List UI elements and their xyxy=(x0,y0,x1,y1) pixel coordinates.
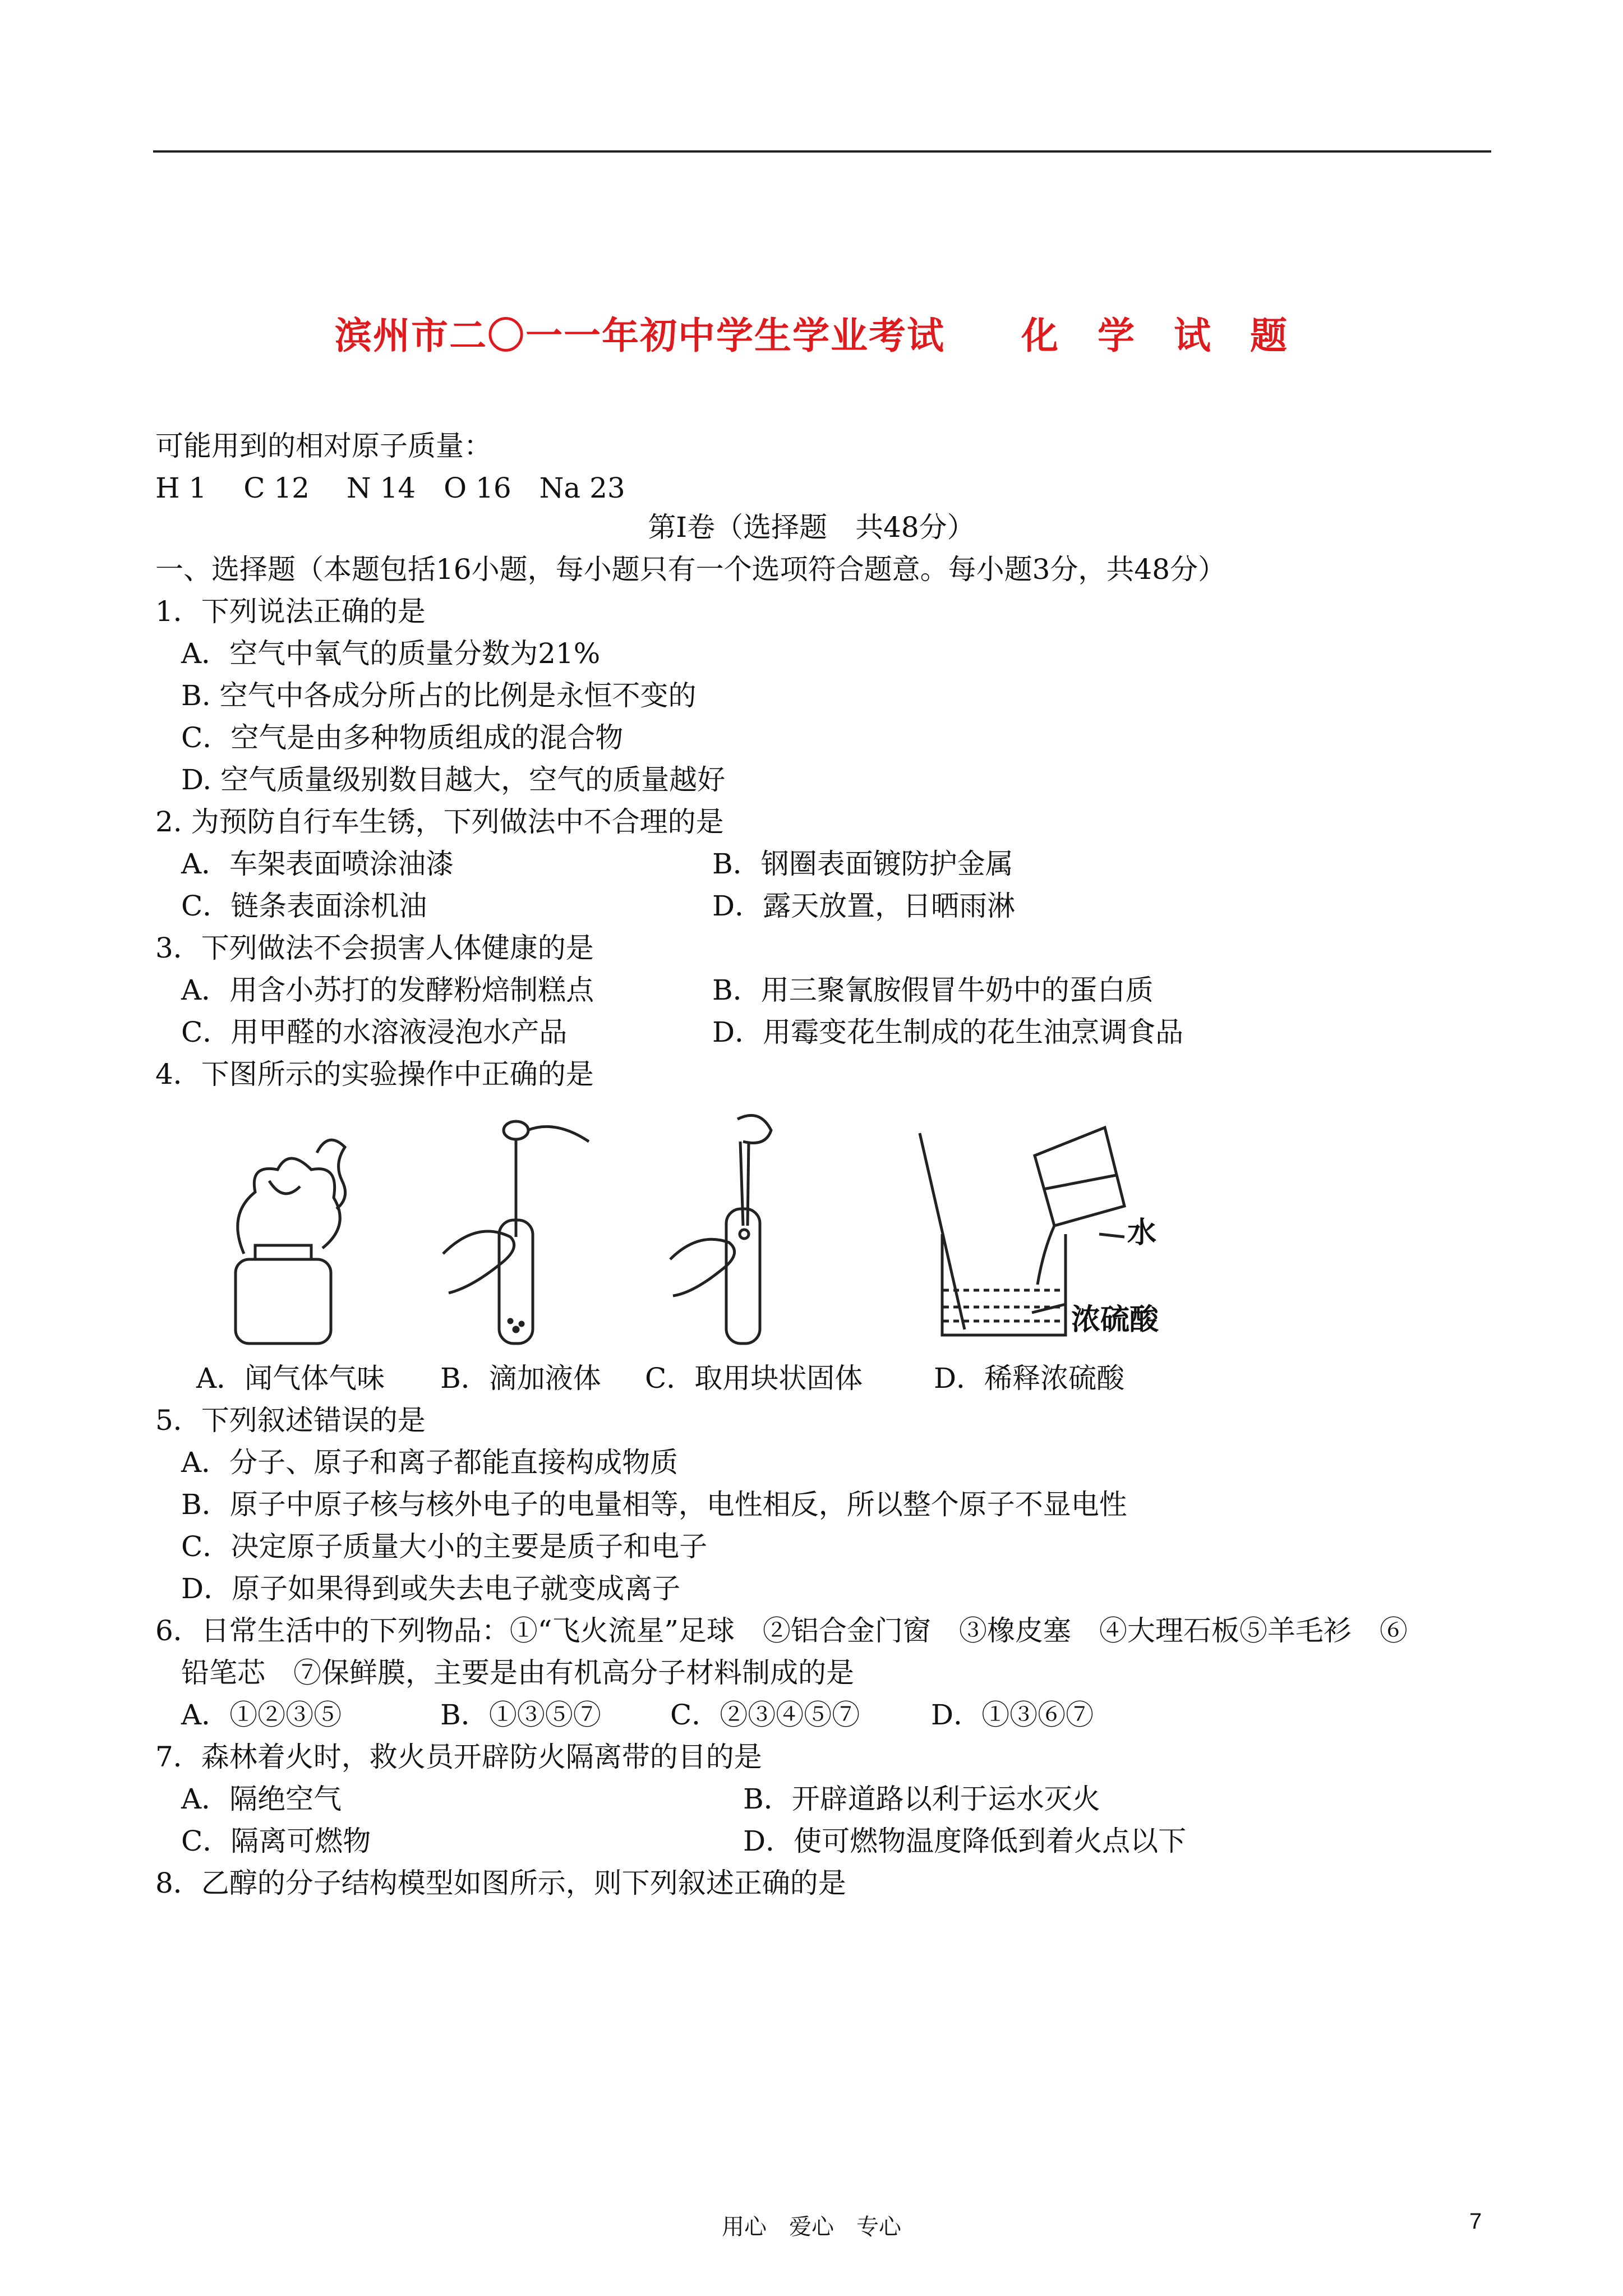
volume-title: 第Ⅰ卷（选择题 共48分） xyxy=(648,511,975,544)
q3-option-d: D．用霉变花生制成的花生油烹调食品 xyxy=(712,1016,1184,1048)
atomic-mass-values: H 1 C 12 N 14 O 16 Na 23 xyxy=(155,472,625,504)
q4-option-b: B．滴加液体 xyxy=(440,1362,601,1395)
q4-option-d: D．稀释浓硫酸 xyxy=(934,1362,1125,1395)
q8-stem: 8．乙醇的分子结构模型如图所示，则下列叙述正确的是 xyxy=(155,1867,846,1899)
q7-option-d: D．使可燃物温度降低到着火点以下 xyxy=(743,1825,1187,1857)
q2-option-c: C．链条表面涂机油 xyxy=(181,890,427,922)
atomic-mass-label: 可能用到的相对原子质量： xyxy=(155,430,492,462)
q7-option-b: B．开辟道路以利于运水灭火 xyxy=(743,1783,1100,1815)
page-number: 7 xyxy=(1469,2209,1482,2234)
q6-option-a: A．①②③⑤ xyxy=(181,1699,342,1731)
q1-option-c: C．空气是由多种物质组成的混合物 xyxy=(181,721,624,754)
fig-acid-label: 浓硫酸 xyxy=(1071,1304,1159,1336)
take-solid-figure xyxy=(659,1108,805,1349)
q2-option-d: D．露天放置，日晒雨淋 xyxy=(712,890,1016,922)
exam-title: 滨州市二〇一一年初中学生学业考试 化 学 试 题 xyxy=(335,314,1288,357)
q4-option-a: A．闻气体气味 xyxy=(196,1362,385,1395)
q1-stem: 1．下列说法正确的是 xyxy=(155,595,426,628)
q1-option-a: A．空气中氧气的质量分数为21% xyxy=(181,637,601,670)
q5-option-b: B．原子中原子核与核外电子的电量相等，电性相反，所以整个原子不显电性 xyxy=(181,1488,1127,1521)
q6-option-c: C．②③④⑤⑦ xyxy=(670,1699,860,1731)
header-rule xyxy=(153,150,1491,153)
dilute-acid-figure xyxy=(903,1122,1195,1346)
q5-option-a: A．分子、原子和离子都能直接构成物质 xyxy=(181,1446,679,1479)
add-liquid-figure xyxy=(432,1108,600,1349)
q1-option-b: B. 空气中各成分所占的比例是永恒不变的 xyxy=(181,679,697,712)
q7-option-c: C．隔离可燃物 xyxy=(181,1825,371,1857)
q5-stem: 5．下列叙述错误的是 xyxy=(155,1404,426,1437)
q5-option-c: C．决定原子质量大小的主要是质子和电子 xyxy=(181,1530,708,1563)
smell-gas-figure xyxy=(216,1125,356,1349)
q6-stem-line2: 铅笔芯 ⑦保鲜膜，主要是由有机高分子材料制成的是 xyxy=(181,1657,854,1689)
q6-option-b: B．①③⑤⑦ xyxy=(440,1699,601,1731)
q7-stem: 7．森林着火时，救火员开辟防火隔离带的目的是 xyxy=(155,1741,762,1773)
q3-option-a: A．用含小苏打的发酵粉焙制糕点 xyxy=(181,974,594,1006)
footer-motto: 用心 爱心 专心 xyxy=(722,2214,901,2240)
q3-option-b: B．用三聚氰胺假冒牛奶中的蛋白质 xyxy=(712,974,1154,1006)
q6-option-d: D．①③⑥⑦ xyxy=(931,1699,1094,1731)
q2-option-a: A．车架表面喷涂油漆 xyxy=(181,848,454,880)
q5-option-d: D．原子如果得到或失去电子就变成离子 xyxy=(181,1572,681,1605)
section-instruction: 一、选择题（本题包括16小题，每小题只有一个选项符合题意。每小题3分，共48分） xyxy=(155,553,1227,586)
q4-stem: 4．下图所示的实验操作中正确的是 xyxy=(155,1058,594,1091)
q1-option-d: D. 空气质量级别数目越大，空气的质量越好 xyxy=(181,763,726,796)
q2-stem: 2. 为预防自行车生锈，下列做法中不合理的是 xyxy=(155,806,724,838)
q3-stem: 3．下列做法不会损害人体健康的是 xyxy=(155,932,594,964)
q6-stem-line1: 6．日常生活中的下列物品：①“飞火流星”足球 ②铝合金门窗 ③橡皮塞 ④大理石板⑤羊毛衫 ⑥ xyxy=(155,1614,1408,1647)
q7-option-a: A．隔绝空气 xyxy=(181,1783,342,1815)
q2-option-b: B．钢圈表面镀防护金属 xyxy=(712,848,1013,880)
q4-option-c: C．取用块状固体 xyxy=(645,1362,863,1395)
fig-water-label: 水 xyxy=(1127,1217,1157,1249)
q3-option-c: C．用甲醛的水溶液浸泡水产品 xyxy=(181,1016,568,1048)
